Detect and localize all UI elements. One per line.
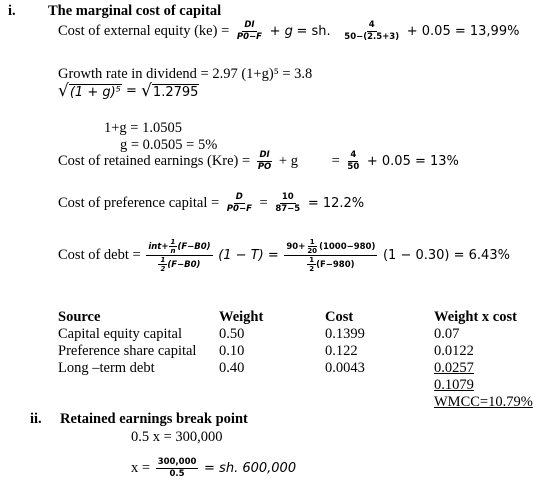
cell-weight: 0.50: [219, 326, 245, 342]
cell-weight-x-cost: 0.0122: [434, 343, 474, 359]
fraction-debt-general: [146, 238, 212, 273]
equals-sign: =: [331, 152, 340, 169]
one-plus-g-line: 1+g = 1.0505: [104, 120, 182, 136]
fraction-300000-over-05: [156, 457, 199, 480]
numerator: [146, 238, 212, 256]
numerator: [284, 238, 377, 256]
equals-sign: =: [126, 83, 137, 99]
tiny-numerator: 1: [309, 256, 315, 264]
cost-of-debt-formula: [58, 238, 510, 273]
table-header-row: [58, 309, 533, 326]
numerator-prefix: 90+: [286, 242, 306, 252]
tiny-numerator: 1: [309, 238, 315, 246]
numerator: 4: [368, 20, 375, 30]
denominator: [305, 256, 356, 273]
external-equity-label: Cost of external equity (ke) =: [58, 22, 230, 39]
numerator-suffix: (1000−980): [319, 242, 376, 252]
fraction-10-over-87-5: [273, 192, 302, 215]
break-point-result: [131, 457, 296, 480]
external-equity-formula: [58, 20, 519, 43]
table-total-row: [58, 377, 533, 394]
equals-sign: =: [259, 194, 268, 211]
cell-cost: 0.1399: [325, 326, 365, 342]
tiny-denominator: 20: [307, 247, 318, 255]
one-over-20: [305, 238, 319, 255]
numerator: 4: [350, 150, 357, 160]
radicand: (1 + g)⁵: [69, 85, 121, 100]
retained-earnings-result: + 0.05 = 13%: [366, 153, 459, 169]
section-number: i.: [8, 3, 16, 19]
denominator: P0−F: [236, 32, 262, 42]
table-wmcc-row: [58, 394, 533, 411]
denominator: [156, 256, 202, 273]
numerator: D: [235, 192, 243, 202]
retained-earnings-label: Cost of retained earnings (Kre) =: [58, 152, 251, 169]
numerator: DI: [259, 150, 270, 160]
numerator-prefix: int+: [148, 242, 169, 252]
denominator: 0.5: [169, 469, 185, 479]
fraction-d-p0f: [225, 192, 254, 215]
cell-source: Long –term debt: [58, 360, 155, 376]
tax-factor: (1 − T) =: [218, 247, 279, 263]
fraction-4-over-50: [345, 150, 361, 173]
cell-cost: 0.122: [325, 343, 358, 359]
header-cost: Cost: [325, 309, 354, 325]
denominator: 50: [347, 162, 360, 172]
cell-weight: 0.40: [219, 360, 245, 376]
header-weight: Weight: [219, 309, 264, 325]
fraction-4-over-50: [342, 20, 401, 43]
one-half: [307, 256, 316, 273]
header-source: Source: [58, 309, 101, 325]
cost-of-debt-result: (1 − 0.30) = 6.43%: [382, 247, 510, 263]
preference-capital-formula: [58, 192, 364, 215]
numerator-suffix: (F−B0): [177, 242, 211, 252]
tiny-denominator: n: [170, 247, 176, 255]
cost-of-debt-label: Cost of debt =: [58, 246, 141, 263]
cell-source: Preference share capital: [58, 343, 197, 359]
plus-g: + g: [269, 23, 293, 39]
weighted-cost-table: [58, 309, 533, 411]
square-root-right: √1.2795: [141, 81, 199, 101]
growth-root-line: [58, 81, 199, 101]
equals-sh: = sh.: [296, 23, 331, 39]
retained-earnings-formula: [58, 150, 459, 173]
radicand: 1.2795: [152, 85, 199, 100]
section-number: ii.: [30, 411, 42, 427]
tiny-numerator: 1: [160, 256, 166, 264]
denominator: 87−5: [275, 204, 301, 214]
growth-rate-line: Growth rate in dividend = 2.97 (1+g)⁵ = 3.8: [58, 66, 313, 82]
tiny-numerator: 1: [170, 238, 176, 246]
tiny-denominator: 2: [160, 265, 166, 273]
cell-weight-x-cost: 0.07: [434, 326, 460, 342]
cell-source: Capital equity capital: [58, 326, 183, 342]
cell-cost: 0.0043: [325, 360, 365, 376]
numerator: DI: [244, 20, 255, 30]
section-title: Retained earnings break point: [60, 411, 248, 427]
numerator: 300,000: [157, 457, 197, 467]
fraction-debt-numeric: [284, 238, 377, 273]
fraction-di-po: [256, 150, 273, 173]
one-half: [158, 256, 167, 273]
x-equals: x =: [131, 459, 151, 476]
tiny-denominator: 2: [309, 265, 315, 273]
total-weight-x-cost: 0.1079: [434, 377, 474, 393]
table-row: [58, 326, 533, 343]
external-equity-result: + 0.05 = 13,99%: [406, 23, 520, 39]
header-weight-x-cost: Weight x cost: [434, 309, 517, 325]
cell-weight-x-cost: 0.0257: [434, 360, 474, 376]
g-value-line: g = 0.0505 = 5%: [120, 137, 218, 153]
table-row: [58, 343, 533, 360]
table-row: [58, 360, 533, 377]
fraction-di-p0f: [235, 20, 264, 43]
denominator-suffix: (F−B0): [167, 260, 201, 270]
break-point-equation: 0.5 x = 300,000: [131, 429, 223, 445]
section-title: The marginal cost of capital: [48, 3, 222, 19]
plus-g: + g: [278, 152, 298, 169]
preference-capital-result: = 12.2%: [307, 195, 365, 211]
wmcc-result: WMCC=10.79%: [434, 394, 533, 410]
numerator: 10: [281, 192, 294, 202]
denominator-suffix: (F−980): [316, 260, 355, 270]
preference-capital-label: Cost of preference capital =: [58, 194, 220, 211]
denominator: PO: [257, 162, 272, 172]
denominator: P0−F: [226, 204, 252, 214]
square-root-left: √(1 + g)⁵: [58, 81, 121, 101]
denominator: 50−(2.5+3): [344, 32, 400, 42]
break-point-value: = sh. 600,000: [204, 460, 297, 476]
cell-weight: 0.10: [219, 343, 245, 359]
